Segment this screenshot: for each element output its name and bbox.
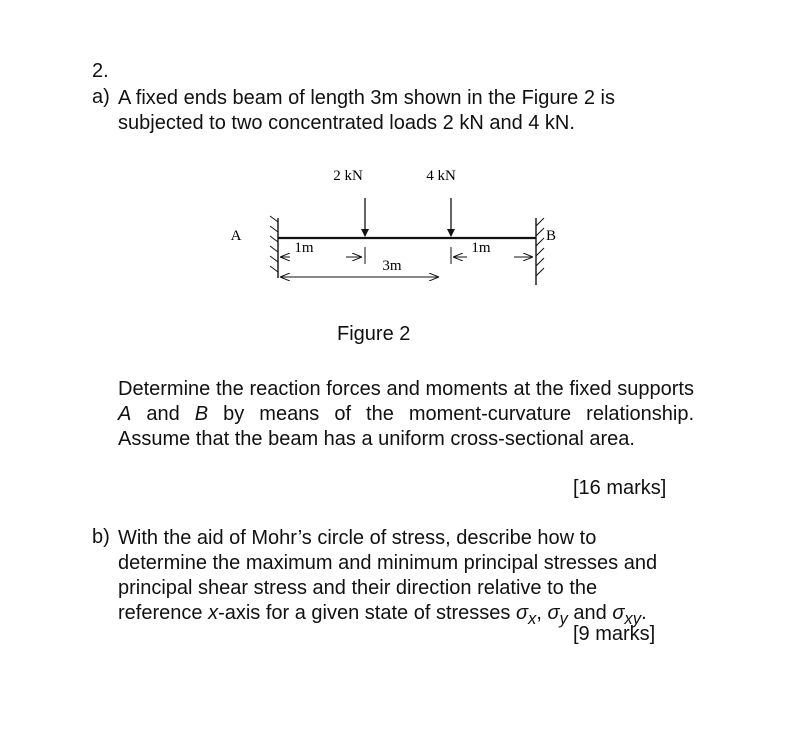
sigma-x <box>515 602 537 628</box>
line4-axis: x <box>208 602 219 624</box>
part-a-marks: [16 marks] <box>573 477 667 499</box>
task-text-2: by means of the moment-curvature relationship. Assume that the beam has a uniform cross-sectional area. <box>118 403 695 450</box>
part-a-task <box>118 377 694 452</box>
task-text-1: Determine the reaction forces and moments at the fixed supports <box>118 378 694 400</box>
beam-figure <box>0 0 804 360</box>
part-b-line-3: principal shear stress and their direction relative to the <box>118 577 598 599</box>
dim-label-right: 1m <box>471 240 491 256</box>
load-label-4kn: 4 kN <box>426 168 456 184</box>
part-b-label: b) <box>92 526 110 548</box>
line4-comma: , <box>536 602 548 624</box>
question-number: 2. <box>92 60 109 82</box>
dim-label-left: 1m <box>294 240 314 256</box>
part-b-marks: [9 marks] <box>573 623 656 645</box>
sigma-xy-sub: xy <box>624 609 642 628</box>
support-label-b: B <box>545 228 557 244</box>
sigma-xy-symbol: σ <box>612 602 625 624</box>
line4-period: . <box>641 602 647 624</box>
sigma-y-sub: y <box>559 609 568 628</box>
line4-post: -axis for a given state of stresses <box>218 602 516 624</box>
load-label-2kn: 2 kN <box>333 168 363 184</box>
fixed-support-b <box>536 218 544 285</box>
task-text-and: and <box>131 403 195 425</box>
sigma-x-symbol: σ <box>515 602 529 624</box>
part-b-line-2: determine the maximum and minimum principal stresses and <box>118 552 658 574</box>
task-support-b: B <box>194 403 209 425</box>
dim-label-total: 3m <box>382 258 402 274</box>
sigma-xy <box>612 602 642 628</box>
line4-pre: reference <box>118 602 209 624</box>
part-a-intro-line-2: subjected to two concentrated loads 2 kN and 4 kN. <box>118 112 575 134</box>
figure-caption: Figure 2 <box>337 323 411 345</box>
part-a-label: a) <box>92 86 110 108</box>
fixed-support-a <box>270 216 278 278</box>
sigma-y <box>547 602 568 628</box>
line4-and: and <box>567 602 613 624</box>
task-support-a: A <box>118 403 132 425</box>
sigma-y-symbol: σ <box>547 602 560 624</box>
part-b-text <box>118 526 718 631</box>
support-label-a: A <box>230 228 242 244</box>
part-b-line-1: With the aid of Mohr’s circle of stress, describe how to <box>118 527 597 549</box>
part-a-intro-line-1: A fixed ends beam of length 3m shown in the Figure 2 is <box>118 87 615 109</box>
sigma-x-sub: x <box>528 609 537 628</box>
